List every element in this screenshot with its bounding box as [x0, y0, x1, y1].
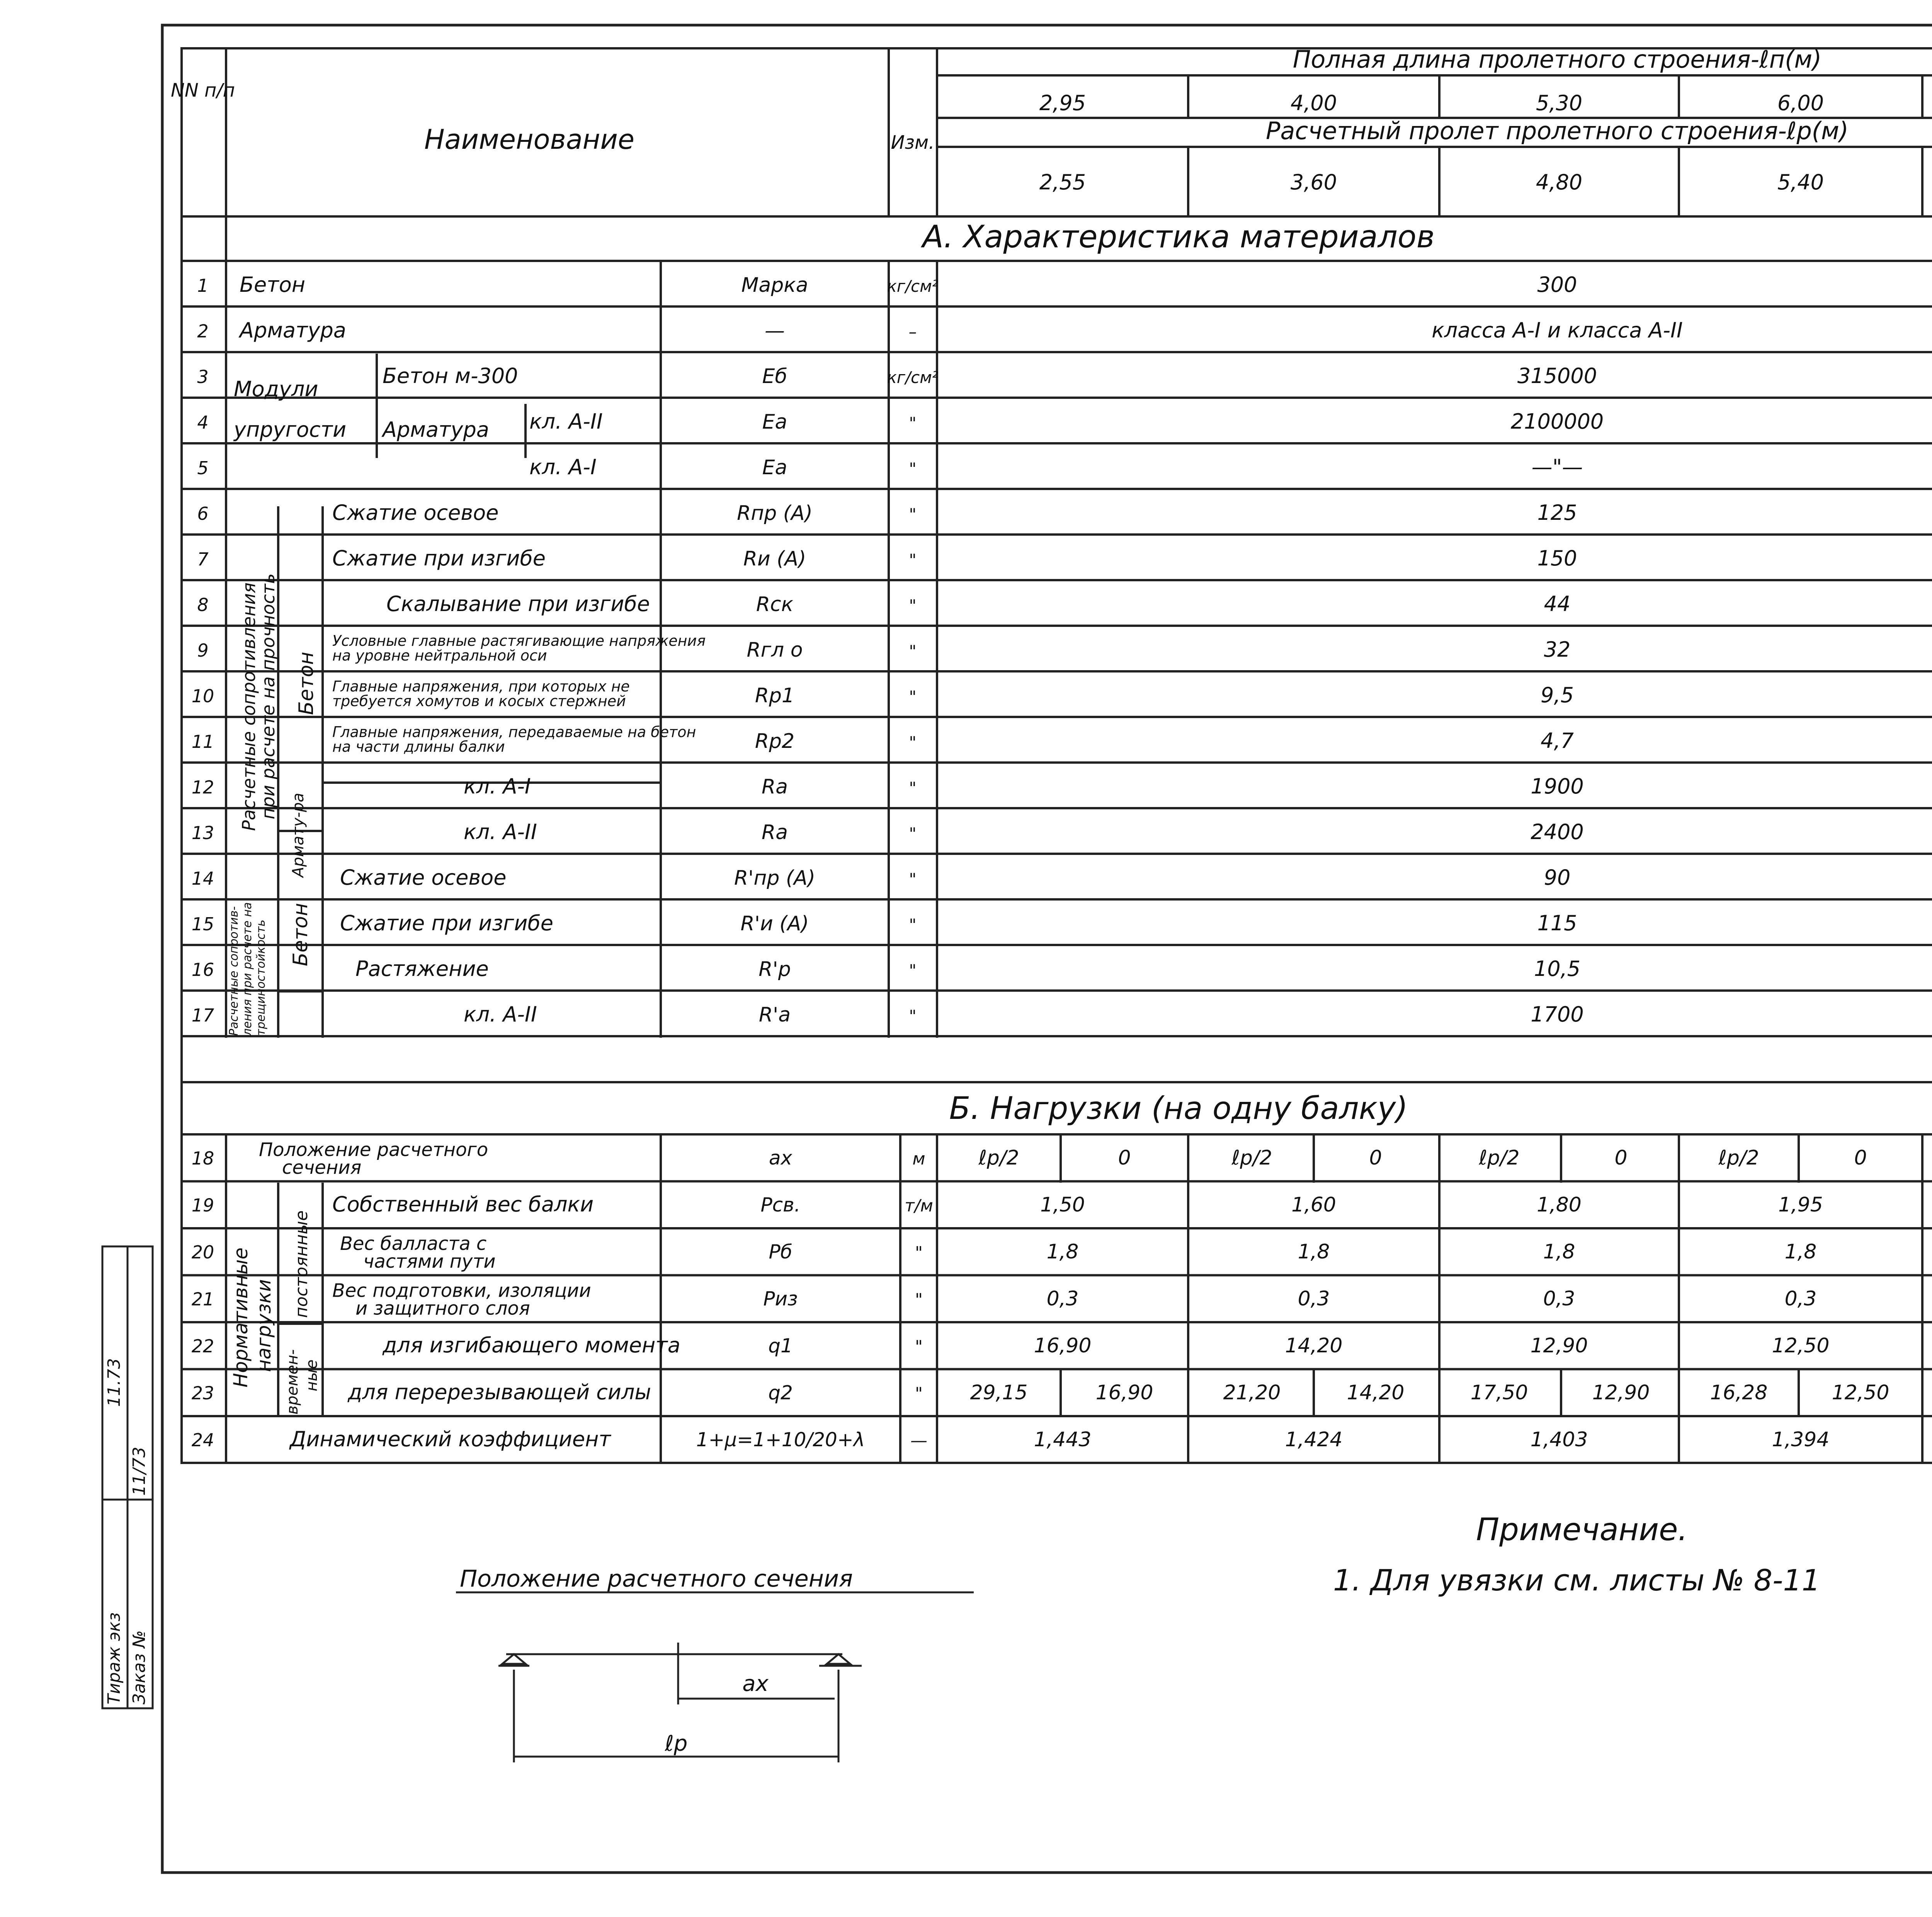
material-value: 315000: [1517, 364, 1597, 388]
material-symbol: R'и (А): [740, 912, 809, 935]
material-symbol: Rпр (А): [737, 502, 813, 525]
load-name: сечения: [282, 1157, 362, 1178]
span-values: [1039, 170, 1932, 194]
material-value: 150: [1537, 546, 1577, 570]
material-value: 4,7: [1541, 729, 1574, 753]
material-symbol: Rск: [756, 593, 794, 616]
material-value: 32: [1544, 637, 1571, 662]
load-value: 14,20: [1285, 1334, 1343, 1357]
material-name: Главные напряжения, при которых не: [332, 678, 630, 695]
beton-group-label: Бетон: [295, 652, 318, 715]
load-value: 0: [1118, 1146, 1131, 1170]
material-value: —"—: [1531, 455, 1583, 479]
material-unit: ": [909, 550, 917, 569]
load-value: 1,8: [1298, 1240, 1330, 1263]
material-unit: ": [909, 870, 917, 889]
material-symbol: Rа: [762, 775, 788, 798]
normative-loads-label-2: нагрузки: [253, 1279, 275, 1372]
row-number: 13: [191, 822, 214, 843]
load-value: 1,403: [1530, 1428, 1588, 1451]
load-unit: ": [915, 1337, 923, 1357]
row-number: 2: [197, 321, 209, 342]
load-name: для перерезывающей силы: [348, 1380, 651, 1405]
material-value: 9,5: [1541, 683, 1574, 707]
row-number: 4: [197, 412, 209, 433]
load-name: и защитного слоя: [355, 1297, 530, 1319]
load-unit: ": [915, 1384, 923, 1404]
material-symbol: Еа: [762, 410, 787, 434]
load-value: 16,90: [1034, 1334, 1092, 1357]
row-number: 21: [191, 1289, 214, 1310]
material-value: 1700: [1531, 1002, 1584, 1027]
material-symbol: Rр1: [755, 684, 795, 707]
moduli-label: Модули: [234, 377, 318, 401]
temporary-label-2: ные: [303, 1359, 321, 1391]
load-unit: —: [910, 1431, 927, 1451]
material-symbol: Еб: [762, 365, 787, 388]
strength-group-label-2: при расчете на прочность: [258, 573, 279, 819]
row-number: 10: [191, 686, 214, 707]
row-number: 1: [197, 275, 209, 296]
length-values: [1039, 91, 1932, 115]
load-symbol: Рсв.: [760, 1193, 801, 1216]
load-value: ℓр/2: [1479, 1146, 1520, 1170]
row-number: 3: [197, 366, 209, 387]
load-value: 1,95: [1778, 1193, 1823, 1217]
load-symbol: q2: [768, 1381, 793, 1404]
material-value: 44: [1544, 592, 1571, 616]
material-unit: ": [909, 642, 917, 661]
length-value: 2,95: [1039, 91, 1086, 115]
row-number: 5: [197, 458, 209, 478]
permanent-label: постоянные: [292, 1210, 311, 1318]
material-value: 300: [1537, 272, 1577, 297]
load-value: 17,50: [1470, 1381, 1528, 1405]
crack-group-label-2: ления при расчете на: [241, 902, 254, 1036]
load-symbol: 1+μ=1+10/20+λ: [696, 1428, 865, 1451]
load-value: 12,50: [1832, 1381, 1889, 1405]
material-unit: ": [909, 596, 917, 615]
section-b-title: Б. Нагрузки (на одну балку): [949, 1090, 1408, 1126]
material-name: на части длины балки: [332, 738, 505, 755]
load-value: 21,20: [1223, 1381, 1281, 1405]
load-value: 1,8: [1784, 1240, 1817, 1263]
material-name: Главные напряжения, передаваемые на бетон: [332, 724, 696, 741]
normative-loads-label: Нормативные: [230, 1247, 252, 1388]
load-value: 1,80: [1537, 1193, 1582, 1217]
material-name: Сжатие при изгибе: [340, 911, 554, 935]
row-number: 6: [197, 503, 209, 524]
armatura-vertical-label: Армату-ра: [289, 793, 307, 877]
load-value: 1,424: [1285, 1428, 1343, 1451]
load-value: 29,15: [970, 1381, 1028, 1405]
row-number: 9: [197, 640, 209, 661]
material-name: кл. А-II: [529, 409, 603, 434]
row-number: 17: [191, 1005, 214, 1026]
material-name: Сжатие осевое: [340, 865, 507, 890]
material-name: Условные главные растягивающие напряжения: [332, 632, 706, 649]
margin-v2: 11/73: [129, 1447, 149, 1496]
unit-header: Изм.: [891, 132, 935, 153]
ax-label: ах: [742, 1671, 769, 1696]
material-symbol: R'пр (А): [734, 867, 816, 890]
load-value: 1,443: [1034, 1428, 1092, 1451]
moduli-label-2: упругости: [234, 417, 347, 442]
length-value: 5,30: [1536, 91, 1583, 115]
row-number: 8: [197, 594, 209, 615]
section-a-title: А. Характеристика материалов: [922, 219, 1435, 255]
load-value: 0,3: [1298, 1287, 1330, 1311]
temporary-label: времен-: [284, 1349, 301, 1415]
material-symbol: —: [765, 319, 785, 342]
section-caption: Положение расчетного сечения: [460, 1565, 853, 1592]
span-value: 3,60: [1290, 170, 1337, 194]
row-number: 7: [197, 549, 209, 570]
row-number: 12: [191, 777, 214, 798]
row-number: 23: [191, 1382, 214, 1404]
material-symbol: R'а: [759, 1003, 791, 1027]
load-name: Вес подготовки, изоляции: [332, 1280, 591, 1302]
load-symbol: Рб: [769, 1241, 793, 1263]
span-value: 4,80: [1536, 170, 1583, 194]
row-number: 14: [191, 868, 214, 889]
load-value: 0,3: [1543, 1287, 1575, 1311]
name-header: Наименование: [424, 124, 634, 155]
load-value: ℓр/2: [1718, 1146, 1759, 1170]
material-unit: ": [909, 778, 917, 797]
material-value: класса А-I и класса А-II: [1432, 318, 1683, 342]
row-number: 18: [191, 1148, 214, 1169]
margin-tirazh: Тираж экз: [104, 1612, 124, 1704]
material-name: кл. А-II: [464, 1002, 537, 1027]
material-unit: ": [909, 1006, 917, 1025]
load-symbol: Риз: [763, 1287, 798, 1310]
material-value: 125: [1537, 501, 1577, 525]
load-unit: т/м: [905, 1196, 933, 1216]
load-unit: ": [915, 1290, 923, 1310]
material-symbol: Rгл о: [747, 638, 803, 662]
material-symbol: Еа: [762, 456, 787, 479]
material-value: 90: [1544, 865, 1571, 890]
length-value: 6,00: [1777, 91, 1824, 115]
load-value: 1,8: [1543, 1240, 1575, 1263]
material-value: 10,5: [1534, 957, 1581, 981]
load-unit: ": [915, 1243, 923, 1263]
load-value: 16,28: [1710, 1381, 1768, 1405]
row-number: 19: [191, 1195, 214, 1216]
span-value: 2,55: [1039, 170, 1086, 194]
load-value: 12,90: [1592, 1381, 1650, 1405]
material-unit: ": [909, 733, 917, 752]
load-value: 1,8: [1046, 1240, 1079, 1263]
note-text: 1. Для увязки см. листы № 8-11: [1333, 1563, 1821, 1597]
material-name: кл. А-II: [464, 820, 537, 844]
crack-group-label: Расчетные сопротив-: [227, 906, 241, 1036]
material-symbol: R'р: [759, 958, 791, 981]
row-number: 24: [191, 1430, 214, 1451]
load-name: Динамический коэффициент: [290, 1427, 611, 1451]
margin-zakaz: Заказ №: [129, 1630, 149, 1704]
material-unit: ": [909, 915, 917, 934]
length-value: 4,00: [1290, 91, 1337, 115]
load-value: 0,3: [1784, 1287, 1817, 1311]
row-number: 16: [191, 959, 214, 980]
material-name: Сжатие осевое: [332, 501, 499, 525]
load-value: 12,90: [1530, 1334, 1588, 1357]
strength-group-label: Расчетные сопротивления: [238, 582, 259, 831]
material-unit: ": [909, 414, 917, 432]
material-value: 1900: [1531, 774, 1584, 798]
load-unit: м: [912, 1149, 925, 1169]
load-value: 16,90: [1095, 1381, 1153, 1405]
load-value: 0: [1854, 1146, 1867, 1170]
row-number: 15: [191, 914, 214, 935]
load-value: 14,20: [1347, 1381, 1405, 1405]
material-unit: ": [909, 824, 917, 843]
load-value: ℓр/2: [978, 1146, 1019, 1170]
material-name: Бетон м-300: [383, 364, 518, 388]
material-name: Скалывание при изгибе: [386, 592, 650, 616]
lp-label: ℓр: [665, 1731, 688, 1756]
load-value: 12,50: [1772, 1334, 1830, 1357]
nn-header: NN п/п: [170, 80, 235, 101]
row-number: 22: [191, 1336, 214, 1357]
material-name: Растяжение: [355, 957, 489, 981]
design-span-header: Расчетный пролет пролетного строения-ℓр(м): [1266, 117, 1849, 145]
load-value: ℓр/2: [1231, 1146, 1272, 1170]
material-name: Сжатие при изгибе: [332, 546, 546, 570]
row-number: 20: [191, 1242, 214, 1263]
load-value: 0: [1369, 1146, 1382, 1170]
material-name: кл. А-I: [529, 455, 597, 479]
note-title: Примечание.: [1476, 1512, 1688, 1548]
load-symbol: ах: [769, 1147, 793, 1169]
load-value: 0,3: [1046, 1287, 1079, 1311]
material-symbol: Rи (А): [743, 547, 806, 570]
load-value: 0: [1614, 1146, 1628, 1170]
load-value: 1,394: [1772, 1428, 1830, 1451]
load-name: Вес балласта с: [340, 1233, 487, 1255]
material-symbol: Марка: [741, 274, 808, 297]
load-name: Положение расчетного: [259, 1139, 488, 1161]
material-name: кл. А-I: [464, 774, 531, 798]
load-name: для изгибающего момента: [383, 1333, 680, 1357]
load-name: Собственный вес балки: [332, 1192, 594, 1217]
load-name: частями пути: [363, 1251, 496, 1272]
margin-v1: 11.73: [104, 1358, 124, 1407]
material-name: требуется хомутов и косых стержней: [332, 693, 626, 710]
span-value: 5,40: [1777, 170, 1824, 194]
material-value: 2400: [1531, 820, 1584, 844]
material-unit: кг/см²: [887, 368, 939, 387]
material-name: Арматура: [240, 318, 346, 342]
material-unit: –: [908, 322, 917, 341]
crack-group-label-3: трещиностойкость: [254, 919, 268, 1036]
material-unit: ": [909, 505, 917, 524]
material-name: Бетон: [240, 272, 306, 297]
material-unit: ": [909, 961, 917, 980]
material-name: на уровне нейтральной оси: [332, 647, 547, 664]
material-symbol: Rа: [762, 821, 788, 844]
full-length-header: Полная длина пролетного строения-ℓп(м): [1293, 45, 1822, 73]
material-value: 115: [1537, 911, 1577, 935]
material-unit: ": [909, 459, 917, 478]
row-number: 11: [191, 731, 214, 752]
load-value: 1,50: [1040, 1193, 1085, 1217]
material-unit: кг/см²: [887, 277, 939, 296]
armatura-group-label: Арматура: [383, 417, 489, 442]
material-value: 2100000: [1510, 409, 1604, 434]
beton-group-label-2: Бетон: [289, 903, 312, 966]
load-symbol: q1: [768, 1335, 793, 1357]
load-value: 1,60: [1291, 1193, 1336, 1217]
material-unit: ": [909, 687, 917, 706]
material-symbol: Rр2: [755, 730, 795, 753]
